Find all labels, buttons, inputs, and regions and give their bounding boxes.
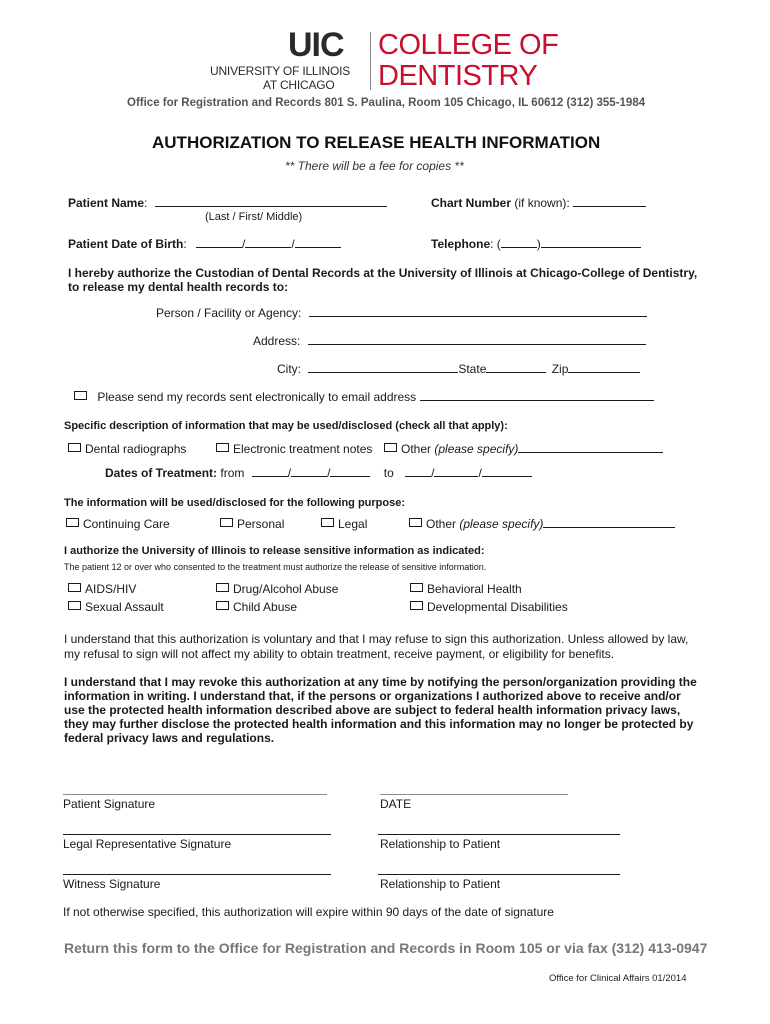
- legal-label: Legal: [338, 517, 368, 531]
- dates-from-label: from: [220, 466, 245, 480]
- sensitive-heading: I authorize the University of Illinois to release sensitive information as indicated:: [64, 545, 485, 557]
- witness-signature-line[interactable]: [63, 874, 331, 875]
- legal-rep-signature-label: Legal Representative Signature: [63, 837, 232, 851]
- child-abuse-label: Child Abuse: [233, 600, 298, 614]
- child-abuse-checkbox[interactable]: [216, 601, 229, 610]
- purpose-continuing-care[interactable]: [66, 517, 170, 531]
- sensitive-drug[interactable]: [216, 582, 338, 596]
- logo-uic-wordmark: UIC: [288, 26, 344, 64]
- relationship-2-line[interactable]: [378, 874, 620, 875]
- patient-name-row: Patient Name:: [68, 196, 387, 210]
- dates-to-day[interactable]: [434, 466, 478, 477]
- dates-row: Dates of Treatment: from / / to / /: [105, 466, 532, 480]
- sensitive-note: The patient 12 or over who consented to the treatment must authorize the release of sensitive information.: [64, 562, 487, 572]
- purpose-other[interactable]: [409, 517, 675, 531]
- info-other-checkbox[interactable]: [384, 443, 397, 452]
- page-title: AUTHORIZATION TO RELEASE HEALTH INFORMATION: [152, 133, 601, 152]
- voluntary-line2: my refusal to sign will not affect my ability to obtain treatment, receive payment, or eligibility for benefits.: [64, 647, 615, 661]
- purpose-heading: The information will be used/disclosed for the following purpose:: [64, 497, 406, 509]
- witness-signature-label: Witness Signature: [63, 877, 161, 891]
- dates-from-year[interactable]: [330, 466, 370, 477]
- chart-number-label: Chart Number: [431, 196, 512, 210]
- logo-university-line1: UNIVERSITY OF ILLINOIS: [210, 64, 351, 78]
- telephone-number-field[interactable]: [541, 237, 641, 248]
- sensitive-assault[interactable]: [68, 600, 164, 614]
- behavioral-checkbox[interactable]: [410, 583, 423, 592]
- electronic-notes-label: Electronic treatment notes: [233, 442, 373, 456]
- info-other-field[interactable]: [518, 442, 663, 453]
- patient-name-field[interactable]: [155, 196, 387, 207]
- relationship-1-label: Relationship to Patient: [380, 837, 501, 851]
- logo-dentistry-text: DENTISTRY: [378, 60, 538, 92]
- dob-year-field[interactable]: [295, 237, 341, 248]
- personal-label: Personal: [237, 517, 285, 531]
- info-option-radiographs[interactable]: [68, 442, 186, 456]
- office-address: Office for Registration and Records 801 S. Paulina, Room 105 Chicago, IL 60612 (312) 355-1984: [127, 97, 646, 109]
- fee-note: ** There will be a fee for copies **: [285, 159, 464, 173]
- logo-college-text: COLLEGE OF: [378, 29, 559, 61]
- sensitive-developmental[interactable]: [410, 600, 568, 614]
- address-label: Address:: [253, 334, 301, 348]
- dob-row: Patient Date of Birth: / /: [68, 237, 341, 251]
- legal-rep-signature-line[interactable]: [63, 834, 331, 835]
- relationship-2-label: Relationship to Patient: [380, 877, 501, 891]
- state-field[interactable]: [486, 362, 546, 373]
- purpose-legal[interactable]: [321, 517, 367, 531]
- dates-to-month[interactable]: [405, 466, 431, 477]
- email-checkbox[interactable]: [74, 391, 87, 400]
- city-field[interactable]: [308, 362, 458, 373]
- expiry-text: If not otherwise specified, this authorization will expire within 90 days of the date of signature: [63, 905, 554, 919]
- aids-checkbox[interactable]: [68, 583, 81, 592]
- logo-university-line2: AT CHICAGO: [263, 78, 335, 92]
- city-label: City:: [277, 362, 301, 376]
- patient-name-hint: (Last / First/ Middle): [205, 211, 303, 223]
- uic-logo-flame-icon: [210, 30, 290, 60]
- developmental-label: Developmental Disabilities: [427, 600, 568, 614]
- zip-field[interactable]: [568, 362, 640, 373]
- authorize-statement-line1: I hereby authorize the Custodian of Dental Records at the University of Illinois at Chicago-College of Dentistry,: [68, 266, 698, 280]
- info-other-label: Other: [401, 442, 432, 456]
- revoke-line3: use the protected health information described above are subject to federal health information privacy laws,: [64, 703, 681, 717]
- patient-signature-label: Patient Signature: [63, 797, 156, 811]
- telephone-row: Telephone: ( ): [431, 237, 641, 251]
- info-option-electronic-notes[interactable]: [216, 442, 372, 456]
- purpose-other-checkbox[interactable]: [409, 518, 422, 527]
- city-row: [277, 362, 640, 376]
- legal-checkbox[interactable]: [321, 518, 334, 527]
- dates-to-label: to: [383, 466, 394, 480]
- dates-to-year[interactable]: [482, 466, 532, 477]
- revoke-line1: I understand that I may revoke this authorization at any time by notifying the person/organization providing the: [64, 675, 697, 689]
- behavioral-label: Behavioral Health: [427, 582, 522, 596]
- radiographs-label: Dental radiographs: [85, 442, 187, 456]
- dob-label: Patient Date of Birth: [68, 237, 184, 251]
- authorize-statement-line2: to release my dental health records to:: [68, 280, 289, 294]
- date-label: DATE: [380, 797, 412, 811]
- aids-label: AIDS/HIV: [85, 582, 137, 596]
- dates-from-month[interactable]: [252, 466, 288, 477]
- address-row: [253, 334, 646, 348]
- purpose-other-hint: (please specify): [459, 517, 544, 531]
- personal-checkbox[interactable]: [220, 518, 233, 527]
- footer-office: Office for Clinical Affairs 01/2014: [549, 973, 687, 984]
- revoke-line5: federal privacy laws and regulations.: [64, 731, 275, 745]
- telephone-area-field[interactable]: [501, 237, 537, 248]
- developmental-checkbox[interactable]: [410, 601, 423, 610]
- email-field[interactable]: [420, 390, 654, 401]
- logo-divider: [370, 32, 371, 90]
- info-other-hint: (please specify): [434, 442, 519, 456]
- zip-label: Zip: [551, 362, 569, 376]
- dob-day-field[interactable]: [245, 237, 291, 248]
- revoke-line4: they may further disclose the protected health information and this information may no longer be protected by: [64, 717, 694, 731]
- email-row: [74, 390, 654, 404]
- drug-label: Drug/Alcohol Abuse: [233, 582, 339, 596]
- chart-number-field[interactable]: [573, 196, 646, 207]
- info-option-other[interactable]: [384, 442, 663, 456]
- person-field[interactable]: [309, 306, 647, 317]
- electronic-notes-checkbox[interactable]: [216, 443, 229, 452]
- patient-name-label: Patient Name: [68, 196, 145, 210]
- assault-checkbox[interactable]: [68, 601, 81, 610]
- sensitive-aids[interactable]: [68, 582, 136, 596]
- address-field[interactable]: [308, 334, 646, 345]
- radiographs-checkbox[interactable]: [68, 443, 81, 452]
- drug-checkbox[interactable]: [216, 583, 229, 592]
- revoke-line2: information in writing. I understand that, if the persons or organizations I authorized above to receive and/or: [64, 689, 681, 703]
- person-label: Person / Facility or Agency:: [156, 306, 302, 320]
- email-label: Please send my records sent electronically to email address: [97, 390, 417, 404]
- chart-number-hint: (if known):: [514, 196, 570, 210]
- continuing-care-label: Continuing Care: [83, 517, 170, 531]
- telephone-label: Telephone: [431, 237, 491, 251]
- sensitive-behavioral[interactable]: [410, 582, 522, 596]
- return-instructions: Return this form to the Office for Registration and Records in Room 105 or via fax (312) 413-0947: [64, 940, 708, 956]
- sensitive-child-abuse[interactable]: [216, 600, 297, 614]
- purpose-personal[interactable]: [220, 517, 284, 531]
- info-section-heading: Specific description of information that may be used/disclosed (check all that apply):: [64, 420, 508, 432]
- person-row: [156, 306, 647, 320]
- chart-number-row: [431, 196, 646, 210]
- dates-from-day[interactable]: [291, 466, 327, 477]
- dates-label: Dates of Treatment:: [105, 466, 218, 480]
- date-line[interactable]: [380, 794, 568, 795]
- dob-month-field[interactable]: [196, 237, 242, 248]
- continuing-care-checkbox[interactable]: [66, 518, 79, 527]
- voluntary-line1: I understand that this authorization is voluntary and that I may refuse to sign this authorization. Unless allowed by law,: [64, 632, 689, 646]
- patient-signature-line[interactable]: [63, 794, 327, 795]
- relationship-1-line[interactable]: [378, 834, 620, 835]
- state-label: State: [458, 362, 487, 376]
- assault-label: Sexual Assault: [85, 600, 164, 614]
- purpose-other-field[interactable]: [543, 517, 675, 528]
- purpose-other-label: Other: [426, 517, 457, 531]
